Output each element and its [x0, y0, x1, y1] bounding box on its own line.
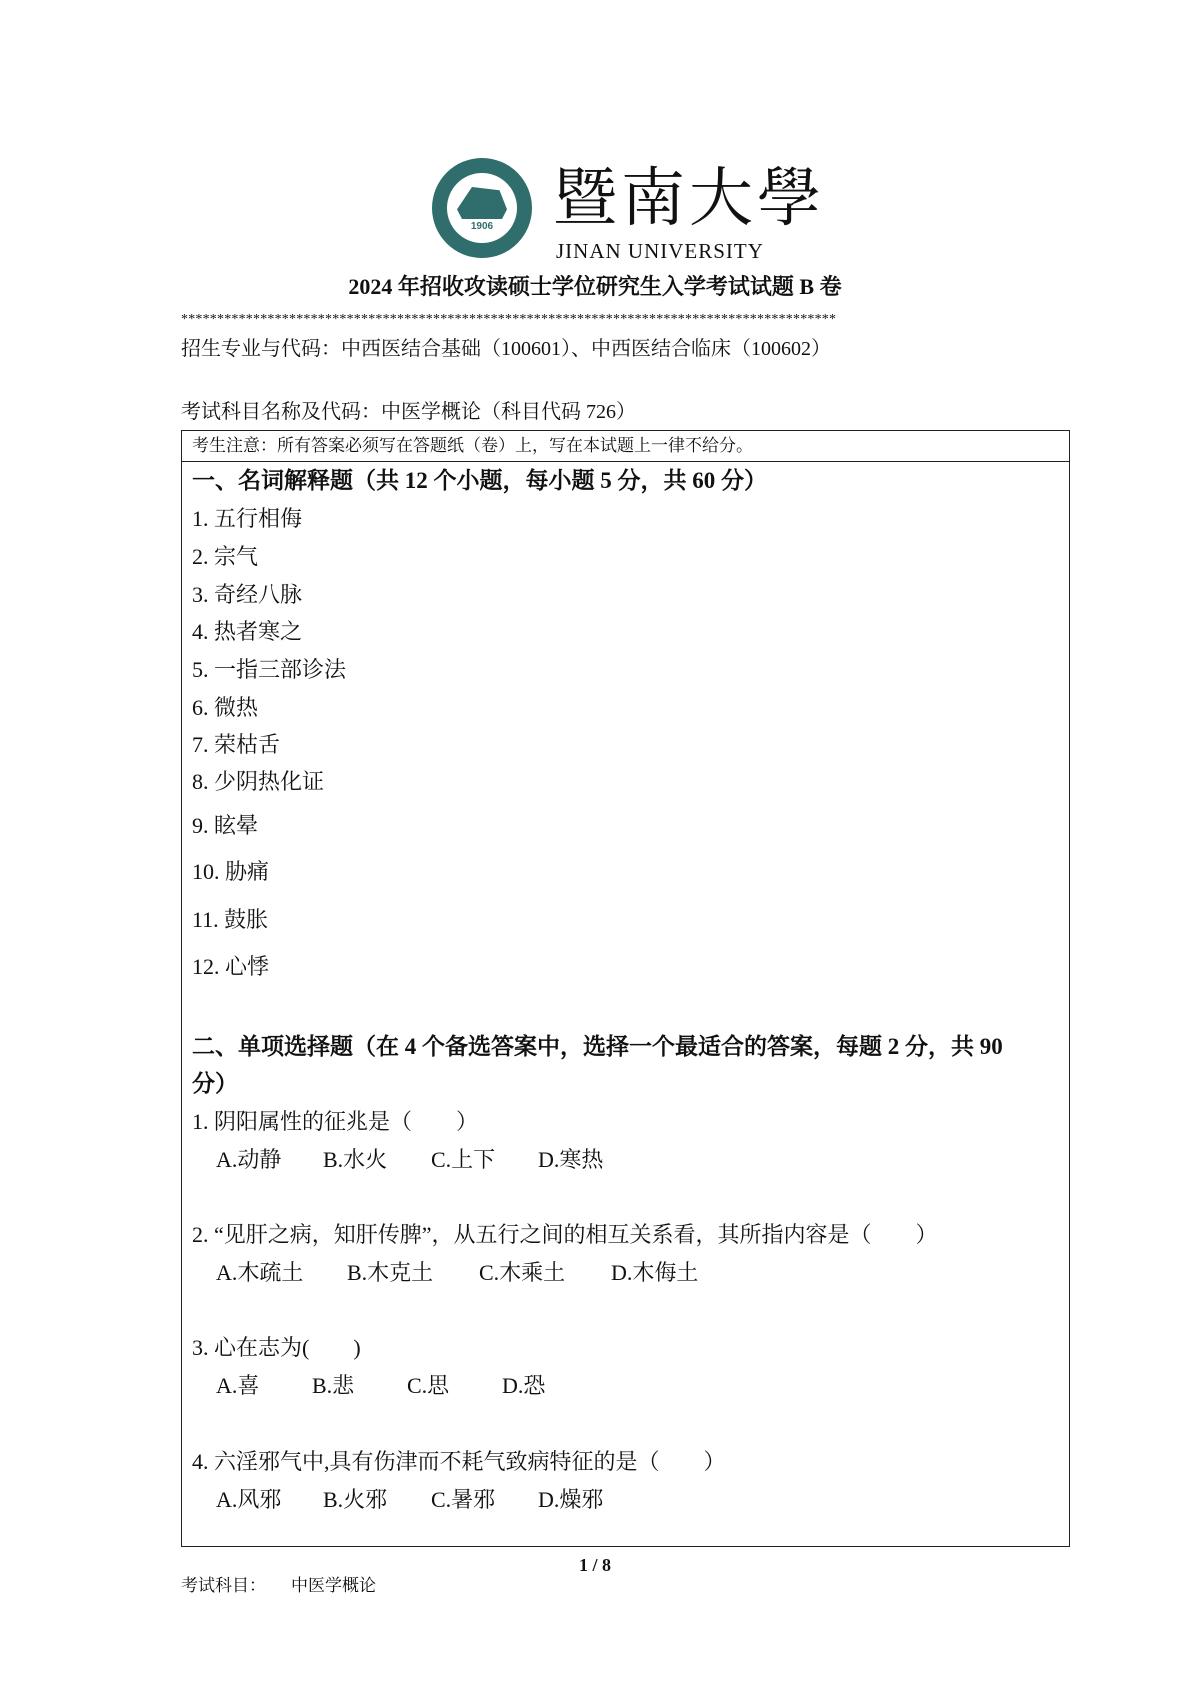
- page-number: 1 / 8: [578, 1555, 611, 1575]
- university-name-cn: 暨南大學: [553, 162, 825, 236]
- answer-option: D.木侮土: [611, 1260, 699, 1285]
- question-text: 3. 心在志为( ): [192, 1335, 361, 1360]
- answer-option: B.水火: [323, 1147, 388, 1172]
- answer-option: A.木疏土: [216, 1260, 304, 1285]
- answer-option: C.暑邪: [431, 1487, 496, 1512]
- answer-option: C.上下: [431, 1147, 496, 1172]
- answer-option: B.木克土: [347, 1260, 434, 1285]
- answer-option: D.寒热: [538, 1147, 604, 1172]
- term-item: 12. 心悸: [192, 954, 270, 979]
- section2-heading-cont: 分）: [192, 1071, 238, 1096]
- term-item: 4. 热者寒之: [192, 619, 303, 644]
- term-item: 7. 荣枯舌: [192, 732, 281, 757]
- term-item: 9. 眩晕: [192, 813, 259, 838]
- term-item: 2. 宗气: [192, 544, 259, 569]
- major-line: 招生专业与代码：中西医结合基础（100601）、中西医结合临床（100602）: [181, 338, 831, 360]
- university-seal-logo: 1906: [432, 158, 532, 258]
- answer-option: C.木乘土: [479, 1260, 566, 1285]
- divider: [181, 461, 1070, 462]
- section2-heading: 二、单项选择题（在 4 个备选答案中，选择一个最适合的答案，每题 2 分，共 90: [192, 1034, 1003, 1059]
- answer-option: D.燥邪: [538, 1487, 604, 1512]
- term-item: 10. 胁痛: [192, 859, 270, 884]
- notice: 考生注意：所有答案必须写在答题纸（卷）上，写在本试题上一律不给分。: [192, 436, 753, 455]
- answer-option: D.恐: [502, 1373, 546, 1398]
- answer-option: B.悲: [312, 1373, 355, 1398]
- question-text: 4. 六淫邪气中,具有伤津而不耗气致病特征的是（ ）: [192, 1449, 726, 1474]
- star-divider: *******************************************************************************************: [181, 312, 837, 327]
- question-text: 1. 阴阳属性的征兆是（ ）: [192, 1109, 479, 1134]
- university-name-en: JINAN UNIVERSITY: [556, 239, 764, 263]
- answer-option: A.动静: [216, 1147, 282, 1172]
- term-item: 3. 奇经八脉: [192, 582, 303, 607]
- term-item: 8. 少阴热化证: [192, 769, 325, 794]
- section1-heading: 一、名词解释题（共 12 个小题，每小题 5 分，共 60 分）: [192, 468, 767, 493]
- footer-subject-value: 中医学概论: [291, 1576, 376, 1595]
- answer-option: B.火邪: [323, 1487, 388, 1512]
- term-item: 5. 一指三部诊法: [192, 657, 347, 682]
- term-item: 6. 微热: [192, 695, 259, 720]
- answer-option: A.喜: [216, 1373, 260, 1398]
- answer-option: A.风邪: [216, 1487, 282, 1512]
- footer-subject-label: 考试科目：: [181, 1576, 266, 1595]
- answer-option: C.思: [407, 1373, 450, 1398]
- term-item: 1. 五行相侮: [192, 506, 303, 531]
- subject-line: 考试科目名称及代码：中医学概论（科目代码 726）: [181, 401, 636, 423]
- exam-title: 2024 年招收攻读硕士学位研究生入学考试试题 B 卷: [348, 274, 842, 299]
- term-item: 11. 鼓胀: [192, 907, 269, 932]
- question-text: 2. “见肝之病，知肝传脾”，从五行之间的相互关系看，其所指内容是（ ）: [192, 1222, 938, 1247]
